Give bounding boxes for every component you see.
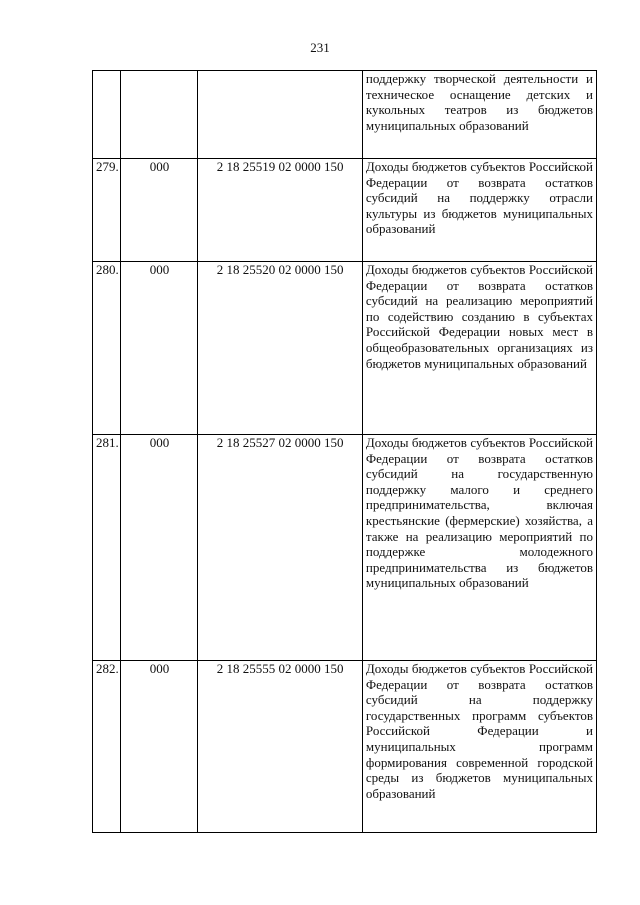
budget-code: 2 18 25519 02 0000 150 xyxy=(198,159,362,262)
admin-code: 000 xyxy=(121,159,198,262)
income-description: Доходы бюджетов субъектов Российской Федерации от возврата остатков субсидий на государственную поддержку малого и среднего предпринимательства, включая крестьянские (фермерские) хозяйства, а также на реализацию мероприятий по поддержке молодежного предпринимательства из бюджетов муниципальных образований xyxy=(362,435,596,661)
income-description: Доходы бюджетов субъектов Российской Федерации от возврата остатков субсидий на реализацию мероприятий по содействию созданию в субъектах Российской Федерации новых мест в общеобразовательных организациях из бюджетов муниципальных образований xyxy=(362,262,596,435)
budget-code: 2 18 25527 02 0000 150 xyxy=(198,435,362,661)
row-number: 282. xyxy=(93,661,121,833)
row-number: 281. xyxy=(93,435,121,661)
table-row xyxy=(93,661,597,833)
table-row xyxy=(93,71,597,159)
row-number: 280. xyxy=(93,262,121,435)
table-row xyxy=(93,159,597,262)
table-row xyxy=(93,435,597,661)
income-description: Доходы бюджетов субъектов Российской Федерации от возврата остатков субсидий на поддержку государственных программ субъектов Российской Федерации и муниципальных программ формирования современной городской среды из бюджетов муниципальных образований xyxy=(362,661,596,833)
row-number: 279. xyxy=(93,159,121,262)
admin-code: 000 xyxy=(121,661,198,833)
budget-code: 2 18 25520 02 0000 150 xyxy=(198,262,362,435)
admin-code: 000 xyxy=(121,435,198,661)
budget-code xyxy=(198,71,362,159)
admin-code xyxy=(121,71,198,159)
row-number xyxy=(93,71,121,159)
budget-codes-table xyxy=(92,70,597,833)
income-description: Доходы бюджетов субъектов Российской Федерации от возврата остатков субсидий на поддержку отрасли культуры из бюджетов муниципальных образований xyxy=(362,159,596,262)
table-row xyxy=(93,262,597,435)
admin-code: 000 xyxy=(121,262,198,435)
budget-code: 2 18 25555 02 0000 150 xyxy=(198,661,362,833)
income-description: поддержку творческой деятельности и техническое оснащение детских и кукольных театров из бюджетов муниципальных образований xyxy=(362,71,596,159)
page-number: 231 xyxy=(310,40,330,55)
